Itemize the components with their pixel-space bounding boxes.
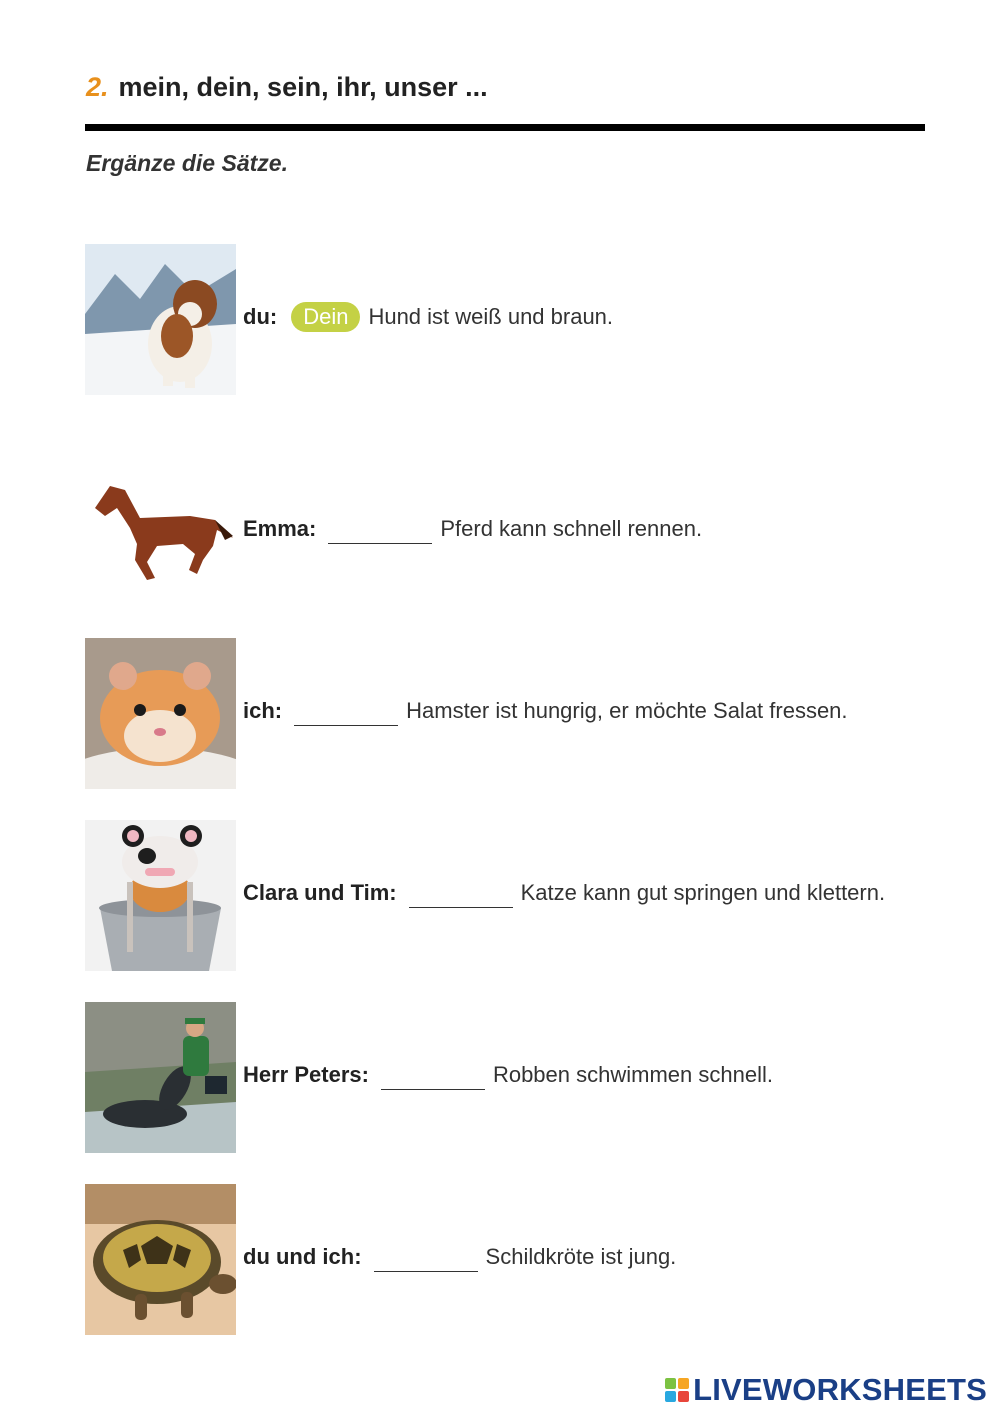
- sentence-text: Hamster ist hungrig, er möchte Salat fressen.: [406, 698, 848, 723]
- exercise-number: 2.: [86, 72, 109, 102]
- subject-label: du:: [243, 304, 278, 329]
- subject-label: du und ich:: [243, 1244, 362, 1269]
- sentence-row-2: [243, 509, 702, 549]
- turtle-picture: [85, 1184, 236, 1335]
- title-divider: [85, 124, 925, 131]
- dog-picture: [85, 244, 236, 395]
- answer-blank[interactable]: [381, 1061, 485, 1090]
- exercise-title: [86, 72, 488, 103]
- sentence-row-6: [243, 1237, 676, 1277]
- answer-blank[interactable]: [328, 515, 432, 544]
- exercise-heading: mein, dein, sein, ihr, unser ...: [118, 72, 488, 102]
- sentence-text: Pferd kann schnell rennen.: [440, 516, 703, 541]
- sentence-text: Hund ist weiß und braun.: [368, 304, 614, 329]
- sentence-text: Katze kann gut springen und klettern.: [520, 880, 886, 905]
- answer-blank[interactable]: [374, 1243, 478, 1272]
- horse-picture: [85, 458, 236, 609]
- liveworksheets-logo: [665, 1372, 987, 1408]
- logo-text: LIVEWORKSHEETS: [693, 1372, 987, 1407]
- sentence-row-4: [243, 873, 885, 913]
- sentence-row-3: [243, 691, 848, 731]
- sentence-row-1: [243, 297, 613, 337]
- logo-icon: [665, 1378, 689, 1402]
- instruction-text: Ergänze die Sätze.: [86, 150, 288, 176]
- subject-label: Clara und Tim:: [243, 880, 397, 905]
- sentence-text: Schildkröte ist jung.: [485, 1244, 677, 1269]
- answer-blank[interactable]: [294, 697, 398, 726]
- subject-label: ich:: [243, 698, 283, 723]
- answer-blank[interactable]: [409, 879, 513, 908]
- answer-example: Dein: [291, 302, 360, 332]
- subject-label: Herr Peters:: [243, 1062, 369, 1087]
- cat-picture: [85, 820, 236, 971]
- hamster-picture: [85, 638, 236, 789]
- seal-picture: [85, 1002, 236, 1153]
- subject-label: Emma:: [243, 516, 317, 541]
- sentence-text: Robben schwimmen schnell.: [492, 1062, 773, 1087]
- sentence-row-5: [243, 1055, 773, 1095]
